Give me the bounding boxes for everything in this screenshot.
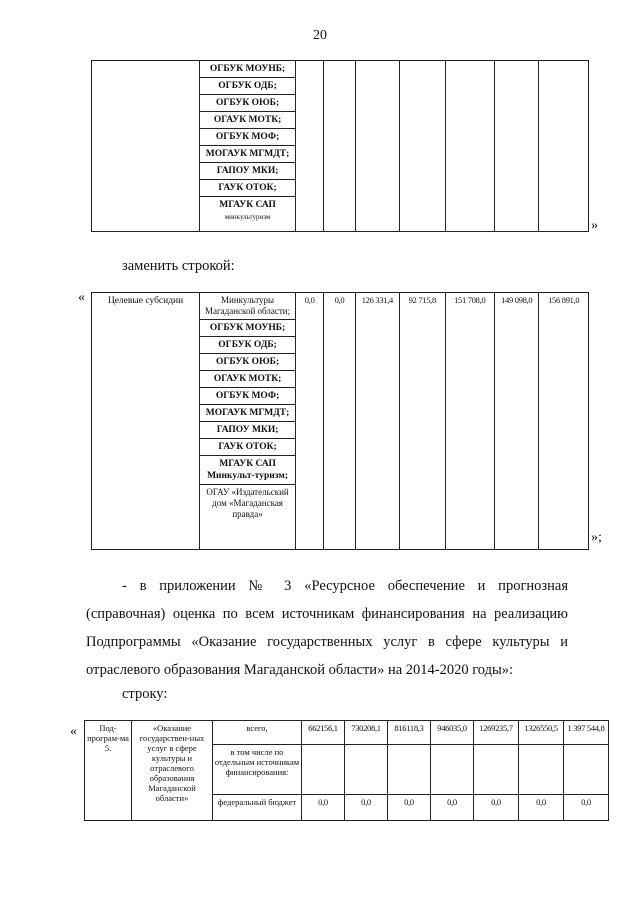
value-cell: 1326550,5 bbox=[519, 721, 564, 745]
table-new-row bbox=[91, 292, 589, 550]
org-item: МОГАУК МГМДТ; bbox=[200, 146, 295, 163]
table-cell bbox=[495, 61, 539, 232]
open-quote: « bbox=[70, 724, 77, 739]
org-item: ОГБУК ОЮБ; bbox=[200, 354, 295, 371]
subprogram-cell: Под-програм-ма 5. bbox=[85, 721, 132, 821]
value-cell: 92 715,8 bbox=[400, 293, 445, 550]
row-label: всего, bbox=[213, 721, 302, 745]
table-cell bbox=[431, 745, 474, 795]
value-cell: 0,0 bbox=[345, 795, 388, 821]
org-item bbox=[200, 197, 295, 224]
open-quote: « bbox=[78, 290, 85, 305]
value-cell: 0,0 bbox=[431, 795, 474, 821]
table-cell bbox=[564, 745, 609, 795]
org-item: ОГБУК МОФ; bbox=[200, 129, 295, 146]
value-cell: 1269235,7 bbox=[474, 721, 519, 745]
org-item: ГАПОУ МКИ; bbox=[200, 422, 295, 439]
org-item: ГАПОУ МКИ; bbox=[200, 163, 295, 180]
value-cell: 730208,1 bbox=[345, 721, 388, 745]
org-item-sub: минкультуризм bbox=[224, 213, 271, 221]
org-item: ГАУК ОТОК; bbox=[200, 439, 295, 456]
value-cell: 156 891,0 bbox=[539, 293, 589, 550]
org-item-name: МГАУК САП bbox=[219, 200, 276, 210]
table-cell bbox=[388, 745, 431, 795]
table-cell bbox=[355, 61, 399, 232]
org-item: ОГБУК ОДБ; bbox=[200, 78, 295, 95]
table-cell bbox=[345, 745, 388, 795]
row-label: в том числе по отдельным источникам финансирования: bbox=[213, 745, 302, 795]
table-cell bbox=[324, 61, 355, 232]
value-cell: 0,0 bbox=[564, 795, 609, 821]
table-subprogram bbox=[84, 720, 609, 821]
value-cell: 149 098,0 bbox=[495, 293, 539, 550]
org-item: Минкультуры Магаданской области; bbox=[200, 293, 295, 320]
value-cell: 151 708,0 bbox=[445, 293, 494, 550]
org-list-cell bbox=[200, 293, 296, 550]
subprogram-name-cell: «Оказание государствен-ных услуг в сфере культуры и отраслевого образования Магаданской области» bbox=[132, 721, 213, 821]
value-cell: 1 397 544,8 bbox=[564, 721, 609, 745]
org-item: ОГБУК МОУНБ; bbox=[200, 61, 295, 78]
close-quote: »; bbox=[591, 530, 602, 545]
value-cell: 0,0 bbox=[474, 795, 519, 821]
org-list-cell bbox=[200, 61, 296, 232]
stroku-text: строку: bbox=[122, 686, 168, 702]
org-item: ОГБУК ОЮБ; bbox=[200, 95, 295, 112]
table-cell bbox=[474, 745, 519, 795]
org-item: ОГАУК МОТК; bbox=[200, 371, 295, 388]
value-cell: 0,0 bbox=[296, 293, 324, 550]
org-item: ОГБУК МОУНБ; bbox=[200, 320, 295, 337]
row-label: федеральный бюджет bbox=[213, 795, 302, 821]
table-cell bbox=[302, 745, 345, 795]
org-item: ОГАУК МОТК; bbox=[200, 112, 295, 129]
value-cell: 0,0 bbox=[324, 293, 355, 550]
value-cell: 0,0 bbox=[388, 795, 431, 821]
replace-text: заменить строкой: bbox=[122, 258, 235, 274]
table-cell bbox=[400, 61, 445, 232]
body-paragraph: - в приложении № 3 «Ресурсное обеспечение и прогнозная (справочная) оценка по всем источникам финансирования на реализацию Подпрограммы «Оказание государственных услуг в сфере культуры и отраслевого образования Магаданской области» на 2014-2020 годы»: bbox=[86, 578, 568, 678]
org-item: ОГБУК МОФ; bbox=[200, 388, 295, 405]
value-cell: 662156,1 bbox=[302, 721, 345, 745]
table-cell bbox=[519, 745, 564, 795]
org-item: МГАУК САП Минкульт-туризм; bbox=[200, 456, 295, 485]
org-item: МОГАУК МГМДТ; bbox=[200, 405, 295, 422]
table-cell bbox=[296, 61, 324, 232]
org-item: ОГБУК ОДБ; bbox=[200, 337, 295, 354]
value-cell: 126 331,4 bbox=[355, 293, 399, 550]
value-cell: 0,0 bbox=[519, 795, 564, 821]
org-item: ГАУК ОТОК; bbox=[200, 180, 295, 197]
table-old-row-continuation bbox=[91, 60, 589, 232]
table-cell bbox=[92, 61, 200, 232]
value-cell: 816118,3 bbox=[388, 721, 431, 745]
table-cell bbox=[445, 61, 494, 232]
value-cell: 946035,0 bbox=[431, 721, 474, 745]
org-item: ОГАУ «Издательский дом «Магаданская правда» bbox=[206, 487, 289, 519]
row-label: Целевые субсидии bbox=[92, 293, 200, 550]
value-cell: 0,0 bbox=[302, 795, 345, 821]
page-number: 20 bbox=[313, 28, 327, 43]
table-cell bbox=[539, 61, 589, 232]
close-quote: » bbox=[591, 218, 598, 233]
